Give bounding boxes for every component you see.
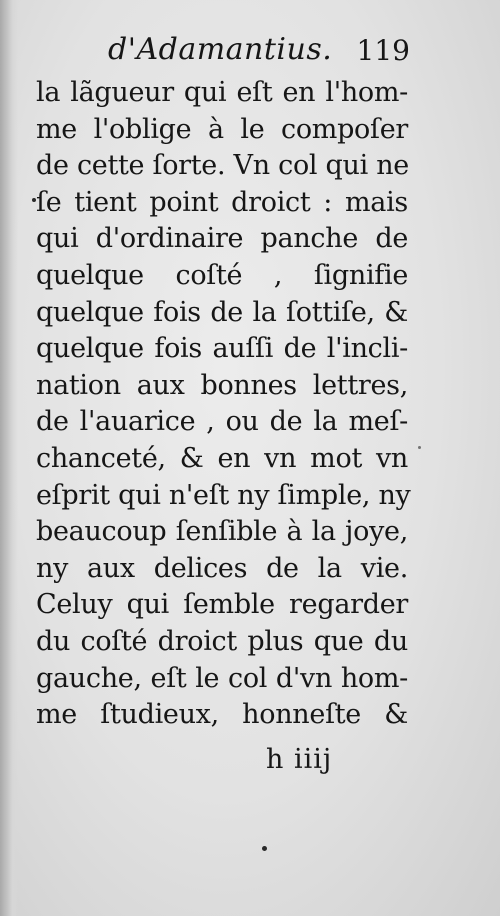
ink-speck bbox=[262, 846, 267, 851]
running-head: d'Adamantius. bbox=[108, 32, 333, 67]
text-line: la lãgueur qui eſt en l'hom- bbox=[36, 77, 408, 108]
page-number: 119 bbox=[356, 34, 410, 67]
text-line: me l'oblige à le compoſer bbox=[36, 113, 408, 145]
text-line: chanceté, & en vn mot vn bbox=[36, 442, 408, 474]
text-line: de l'auarice , ou de la meſ- bbox=[36, 406, 408, 438]
text-line: qui d'ordinaire panche de bbox=[36, 223, 408, 255]
text-line: du coſté droict plus que du bbox=[36, 625, 408, 657]
signature-mark: h iiij bbox=[266, 744, 333, 775]
text-line: de cette ſorte. Vn col qui ne bbox=[36, 150, 409, 182]
text-line: beaucoup ſenſible à la joye, bbox=[36, 516, 408, 548]
ink-speck bbox=[32, 198, 36, 202]
text-line: quelque fois auſſi de l'incli- bbox=[36, 333, 408, 365]
text-line: ſe tient point droict : mais bbox=[36, 186, 408, 218]
text-line: eſprit qui n'eſt ny ſimple, ny bbox=[36, 479, 411, 511]
text-line: me ſtudieux, honneſte & bbox=[36, 699, 408, 731]
text-line: ny aux delices de la vie. bbox=[36, 552, 408, 584]
page-header bbox=[40, 32, 412, 72]
ink-speck bbox=[418, 446, 421, 449]
text-line: Celuy qui ſemble regarder bbox=[36, 589, 408, 621]
text-line: quelque fois de la ſottiſe, & bbox=[36, 296, 408, 328]
text-line: quelque coſté , ſignifie bbox=[36, 259, 408, 291]
text-line: nation aux bonnes lettres, bbox=[36, 369, 408, 401]
text-line: gauche, eſt le col d'vn hom- bbox=[36, 662, 408, 694]
body-text bbox=[36, 75, 411, 734]
page-gutter-shadow bbox=[0, 0, 18, 916]
